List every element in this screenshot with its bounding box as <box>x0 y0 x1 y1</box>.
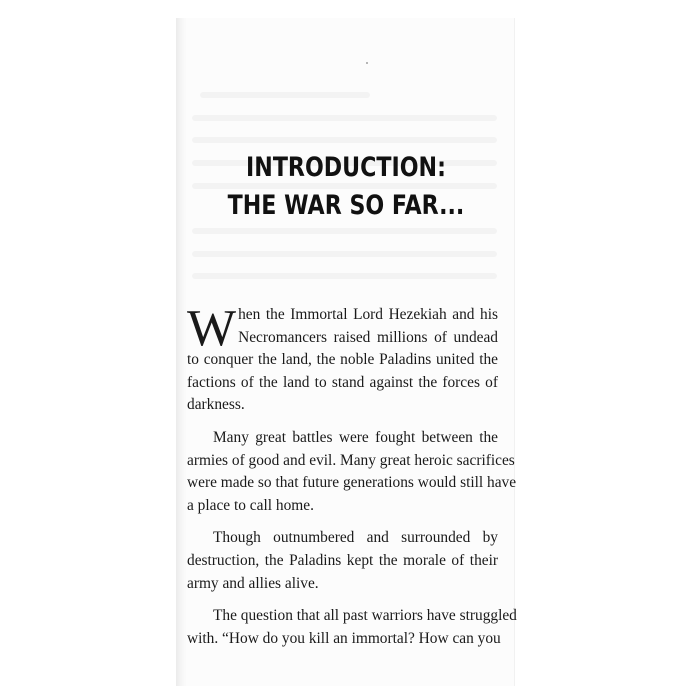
show-through-line <box>192 137 497 143</box>
chapter-body <box>187 300 517 650</box>
text-line: The question that all past warriors have struggled <box>213 607 517 625</box>
show-through-dot <box>366 62 368 64</box>
show-through-line <box>192 273 497 279</box>
text-line: a place to call home. <box>187 496 314 514</box>
paragraph <box>187 605 517 650</box>
show-through-line <box>192 115 497 121</box>
text-line: destruction, the Paladins kept the morale of their <box>187 551 498 569</box>
text-line: darkness. <box>187 396 245 414</box>
paragraph <box>187 300 498 417</box>
text-line: Though outnumbered and surrounded by <box>213 529 498 547</box>
text-line: with. “How do you kill an immortal? How can you <box>187 629 501 647</box>
paragraph <box>187 527 498 595</box>
show-through-line <box>192 251 497 257</box>
text-line: Many great battles were fought between the <box>213 428 498 446</box>
text-line: armies of good and evil. Many great heroic sacrifices <box>187 451 515 469</box>
text-line: army and allies alive. <box>187 574 319 592</box>
text-line: hen the Immortal Lord Hezekiah and his <box>238 306 498 323</box>
page-edge-shadow <box>177 18 187 686</box>
text-line: were made so that future generations would still have <box>187 474 517 492</box>
drop-cap: W <box>187 300 237 357</box>
text-line: to conquer the land, the noble Paladins united the <box>187 351 498 369</box>
text-line: Necromancers raised millions of undead <box>238 328 498 346</box>
paragraph <box>187 427 517 517</box>
chapter-heading-line-2: THE WAR SO FAR... <box>227 190 465 221</box>
show-through-line <box>200 92 370 98</box>
show-through-line <box>192 228 497 234</box>
text-line: factions of the land to stand against the forces of <box>187 373 498 391</box>
chapter-heading-line-1: INTRODUCTION: <box>246 152 446 183</box>
